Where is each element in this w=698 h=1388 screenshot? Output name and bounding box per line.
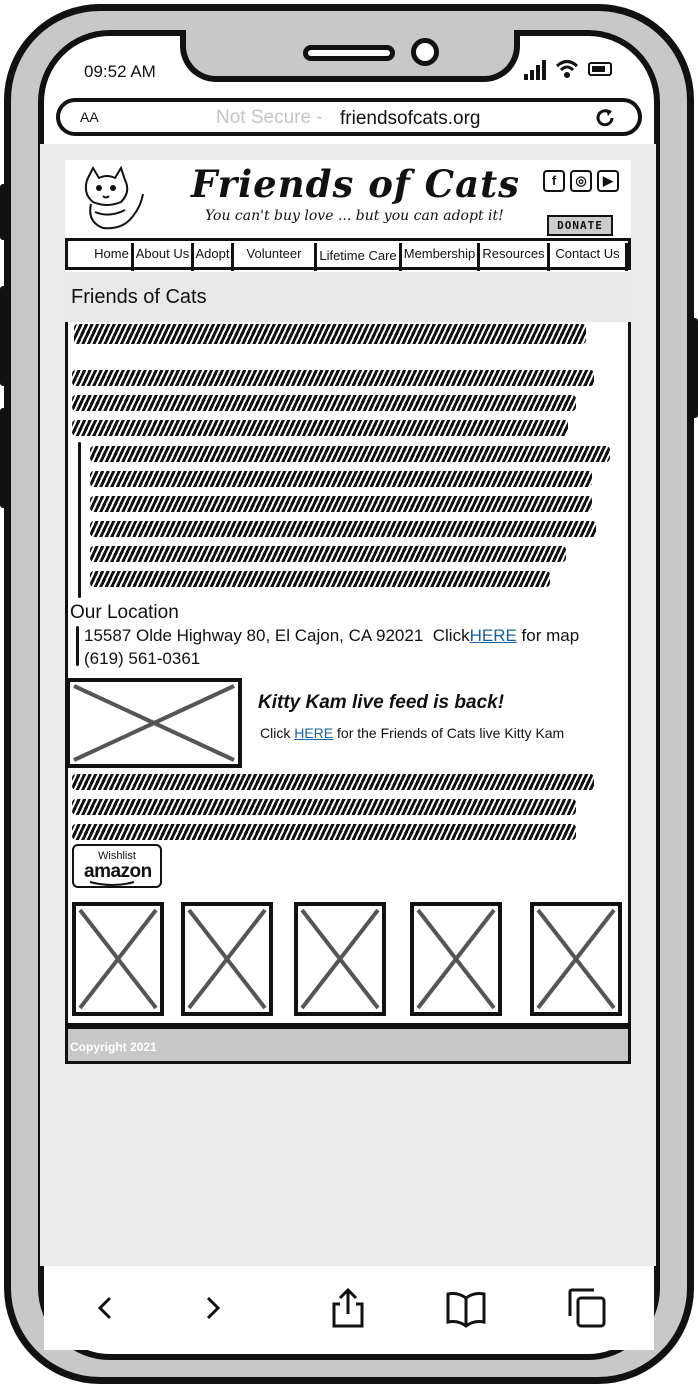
silent-switch xyxy=(0,184,8,240)
cat-logo-icon xyxy=(77,166,147,232)
amazon-wishlist-button[interactable] xyxy=(72,844,162,888)
image-placeholder-icon xyxy=(76,906,160,1012)
kitty-kam-click-word: Click xyxy=(260,725,291,741)
reload-icon[interactable] xyxy=(594,107,616,129)
volume-down-button xyxy=(0,408,8,508)
location-click-word: Click xyxy=(432,626,470,645)
volume-up-button xyxy=(0,286,8,386)
address-bar[interactable] xyxy=(56,98,642,136)
site-tagline: You can't buy love ... but you can adopt it! xyxy=(205,208,504,224)
main-content xyxy=(65,322,631,1026)
gallery-image[interactable] xyxy=(294,902,386,1016)
donate-button[interactable]: DONATE xyxy=(547,215,613,236)
nav-lifetime-care[interactable]: Lifetime Care xyxy=(314,243,402,271)
gallery-image[interactable] xyxy=(72,902,164,1016)
image-placeholder-icon xyxy=(70,682,238,764)
kitty-kam-image[interactable] xyxy=(66,678,242,768)
kitty-kam-link[interactable]: HERE xyxy=(294,725,334,741)
copyright-text: Copyright 2021 xyxy=(70,1040,157,1054)
instagram-icon[interactable]: ◎ xyxy=(570,170,592,192)
placeholder-quote-line xyxy=(90,521,596,537)
front-camera xyxy=(411,38,439,66)
nav-contact-us[interactable]: Contact Us xyxy=(550,243,628,271)
kitty-kam-title: Kitty Kam live feed is back! xyxy=(258,692,505,713)
status-time: 09:52 AM xyxy=(84,62,156,81)
nav-membership[interactable]: Membership xyxy=(402,243,480,271)
placeholder-quote-line xyxy=(90,571,550,587)
speaker xyxy=(303,45,395,61)
amazon-wishlist-label: Wishlist xyxy=(98,850,136,862)
site-footer xyxy=(65,1026,631,1064)
placeholder-quote-line xyxy=(90,546,566,562)
amazon-smile-icon xyxy=(88,881,138,887)
youtube-icon[interactable]: ▶ xyxy=(597,170,619,192)
placeholder-text-line xyxy=(72,420,568,436)
security-label: Not Secure - xyxy=(216,107,323,128)
map-link[interactable]: HERE xyxy=(469,626,517,645)
battery-icon xyxy=(588,62,612,76)
location-phone: (619) 561-0361 xyxy=(84,649,201,668)
tabs-icon[interactable] xyxy=(564,1286,608,1330)
placeholder-text-line xyxy=(72,395,576,411)
location-heading: Our Location xyxy=(70,602,179,623)
amazon-logo: amazon xyxy=(84,861,152,882)
main-nav xyxy=(65,238,631,270)
placeholder-text-line xyxy=(72,774,594,790)
browser-toolbar xyxy=(44,1266,654,1350)
placeholder-quote-line xyxy=(90,471,592,487)
page-heading: Friends of Cats xyxy=(71,286,207,308)
location-bar xyxy=(76,626,79,666)
image-placeholder-icon xyxy=(298,906,382,1012)
web-viewport xyxy=(40,144,656,1266)
placeholder-heading xyxy=(74,324,586,344)
power-button xyxy=(690,318,698,418)
back-icon[interactable] xyxy=(84,1286,128,1330)
url-domain[interactable]: friendsofcats.org xyxy=(340,108,481,129)
bookmarks-icon[interactable] xyxy=(444,1286,488,1330)
website xyxy=(65,160,631,1064)
placeholder-quote-line xyxy=(90,496,592,512)
facebook-icon[interactable]: f xyxy=(543,170,565,192)
placeholder-quote-line xyxy=(90,446,610,462)
site-header xyxy=(65,160,631,238)
image-placeholder-icon xyxy=(534,906,618,1012)
nav-adopt[interactable]: Adopt xyxy=(194,243,234,271)
placeholder-text-line xyxy=(72,799,576,815)
location-address: 15587 Olde Highway 80, El Cajon, CA 92021 xyxy=(84,626,424,645)
nav-about-us[interactable]: About Us xyxy=(134,243,194,271)
gallery-image[interactable] xyxy=(530,902,622,1016)
image-placeholder-icon xyxy=(185,906,269,1012)
kitty-kam-suffix: for the Friends of Cats live Kitty Kam xyxy=(337,725,565,741)
gallery-image[interactable] xyxy=(410,902,502,1016)
nav-volunteer[interactable]: Volunteer xyxy=(246,246,302,261)
cellular-signal-icon xyxy=(524,60,548,80)
map-link-suffix: for map xyxy=(521,626,580,645)
gallery-image[interactable] xyxy=(181,902,273,1016)
location-address-line xyxy=(84,626,579,646)
image-placeholder-icon xyxy=(414,906,498,1012)
share-icon[interactable] xyxy=(326,1286,370,1330)
text-size-button[interactable]: AA xyxy=(80,109,99,125)
kitty-kam-text xyxy=(260,725,564,741)
placeholder-text-line xyxy=(72,370,594,386)
quote-bar xyxy=(78,442,81,598)
forward-icon[interactable] xyxy=(190,1286,234,1330)
placeholder-text-line xyxy=(72,824,576,840)
wifi-icon xyxy=(555,58,579,80)
page-heading-band xyxy=(65,272,631,322)
site-title: Friends of Cats xyxy=(191,162,521,206)
nav-resources[interactable]: Resources xyxy=(480,243,550,271)
nav-home[interactable]: Home xyxy=(70,243,134,271)
